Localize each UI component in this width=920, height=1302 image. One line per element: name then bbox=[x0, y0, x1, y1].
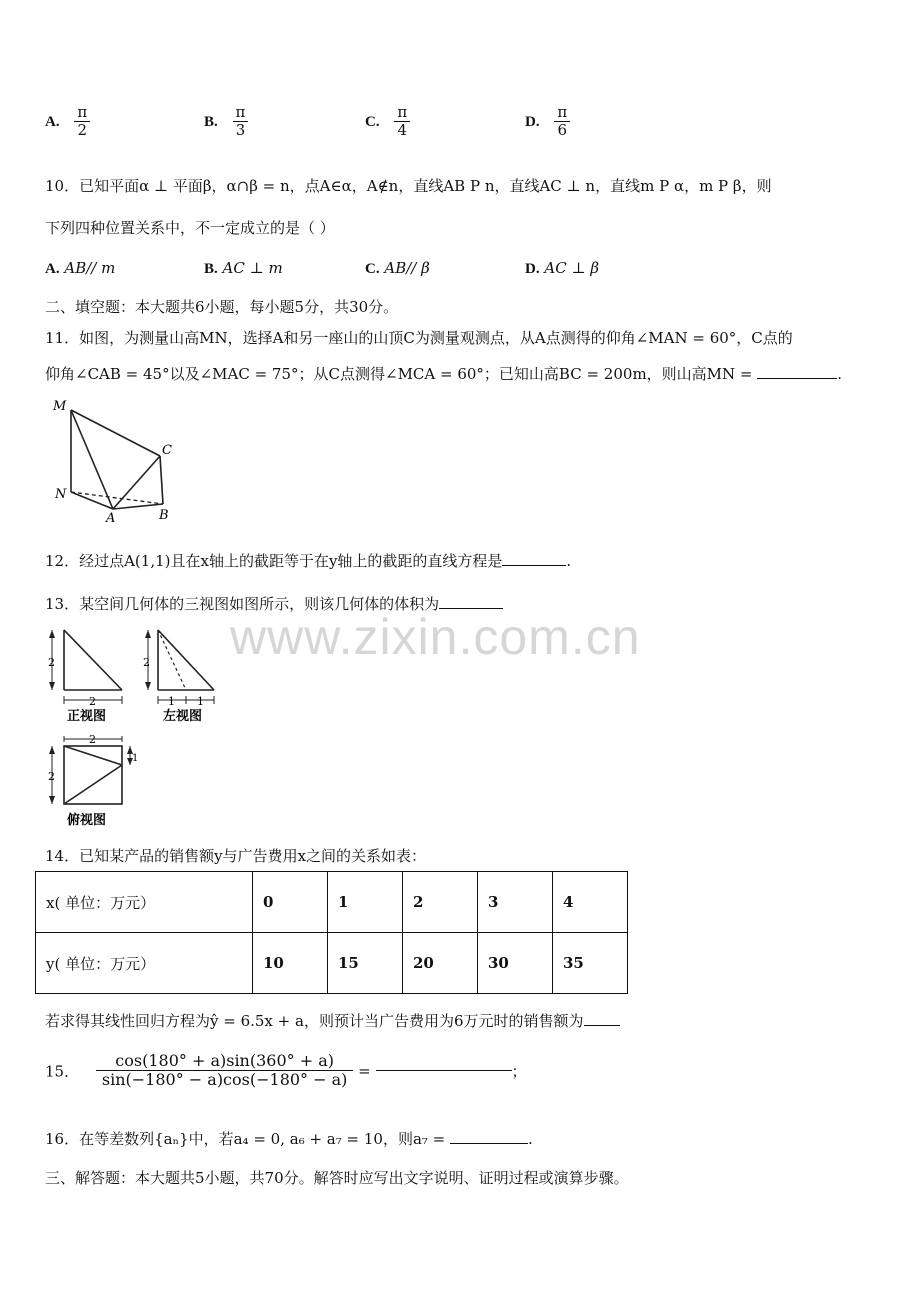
option-text: AC ⊥ m bbox=[222, 259, 283, 277]
q10-option-b[interactable] bbox=[204, 259, 283, 278]
frac-num: π bbox=[554, 104, 570, 122]
q13-text: 13．某空间几何体的三视图如图所示，则该几何体的体积为 bbox=[45, 595, 440, 613]
dim-height: 2 bbox=[143, 656, 150, 669]
q10-option-d[interactable] bbox=[525, 259, 599, 278]
q15 bbox=[45, 1052, 527, 1090]
dim-small: 1 bbox=[132, 753, 139, 764]
frac-den: 3 bbox=[235, 121, 246, 140]
table-cell: 15 bbox=[328, 933, 403, 994]
option-text: AB// m bbox=[64, 259, 116, 277]
table-cell: 0 bbox=[253, 872, 328, 933]
answer-blank[interactable] bbox=[502, 565, 566, 566]
q9-option-a[interactable] bbox=[45, 104, 90, 140]
q15-equals: = bbox=[353, 1061, 376, 1080]
option-label: C. bbox=[365, 261, 380, 277]
q10-line1: 10．已知平面α ⊥ 平面β，α∩β = n，点A∈α，A∉n，直线AB Ρ n，直线AC ⊥ n，直线m Ρ α，m Ρ β，则 bbox=[45, 177, 772, 195]
answer-blank[interactable] bbox=[757, 378, 837, 379]
table-row bbox=[36, 933, 628, 994]
top-view-figure bbox=[42, 728, 142, 828]
label-m: M bbox=[53, 399, 67, 414]
q11-line2 bbox=[45, 363, 842, 384]
dim-depth: 2 bbox=[48, 770, 55, 783]
q15-denominator: sin(−180° − a)cos(−180° − a) bbox=[101, 1070, 348, 1090]
dim-width: 2 bbox=[89, 733, 96, 746]
q11-line2-text: 仰角∠CAB = 45°以及∠MAC = 75°；从C点测得∠MCA = 60°；已知山高BC = 200m，则山高MN = bbox=[45, 365, 753, 383]
label-n: N bbox=[55, 487, 67, 502]
q14-text: 14．已知某产品的销售额y与广告费用x之间的关系如表： bbox=[45, 847, 427, 865]
option-label: D. bbox=[525, 261, 540, 277]
table-cell: 20 bbox=[403, 933, 478, 994]
q10-option-c[interactable] bbox=[365, 259, 430, 278]
answer-blank[interactable] bbox=[439, 608, 503, 609]
q12-end: . bbox=[566, 552, 572, 570]
q16 bbox=[45, 1128, 533, 1149]
table-cell: 3 bbox=[478, 872, 553, 933]
q11-line1: 11．如图，为测量山高MN，选择A和另一座山的山顶C为测量观测点，从A点测得的仰角∠MAN = 60°，C点的 bbox=[45, 329, 793, 347]
option-label: B. bbox=[204, 261, 218, 277]
row-header: y( 单位：万元） bbox=[36, 933, 253, 994]
dim-width: 2 bbox=[89, 695, 96, 708]
option-label: D. bbox=[525, 113, 540, 130]
watermark: www.zixin.com.cn bbox=[230, 609, 641, 665]
label-c: C bbox=[162, 443, 172, 458]
top-view-label: 俯视图 bbox=[67, 813, 107, 828]
q12 bbox=[45, 550, 571, 571]
label-b: B bbox=[159, 508, 169, 523]
option-label: A. bbox=[45, 261, 60, 277]
row-header: x( 单位：万元） bbox=[36, 872, 253, 933]
answer-blank[interactable] bbox=[376, 1070, 512, 1071]
q14-after-text: 若求得其线性回归方程为ŷ = 6.5x + a，则预计当广告费用为6万元时的销售额为 bbox=[45, 1012, 584, 1030]
q10-line2: 下列四种位置关系中，不一定成立的是（ ） bbox=[45, 219, 335, 237]
dim-right: 1 bbox=[197, 695, 204, 708]
answer-blank[interactable] bbox=[450, 1143, 528, 1144]
frac-num: π bbox=[74, 104, 90, 122]
option-text: AB// β bbox=[384, 259, 430, 277]
q11-line2-end: . bbox=[837, 365, 843, 383]
front-view-label: 正视图 bbox=[67, 709, 107, 724]
option-label: A. bbox=[45, 113, 60, 130]
table-row bbox=[36, 872, 628, 933]
q9-option-d[interactable] bbox=[525, 104, 570, 140]
section-3-heading: 三、解答题：本大题共5小题，共70分。解答时应写出文字说明、证明过程或演算步骤。 bbox=[45, 1169, 629, 1187]
table-cell: 35 bbox=[553, 933, 628, 994]
q16-end: . bbox=[528, 1130, 533, 1148]
q15-end: ； bbox=[511, 1062, 527, 1081]
q9-option-b[interactable] bbox=[204, 104, 248, 140]
option-text: AC ⊥ β bbox=[544, 259, 599, 277]
q10-option-a[interactable] bbox=[45, 259, 115, 278]
frac-den: 6 bbox=[557, 121, 568, 140]
front-view-figure bbox=[42, 624, 137, 724]
table-cell: 10 bbox=[253, 933, 328, 994]
frac-den: 4 bbox=[397, 121, 408, 140]
frac-num: π bbox=[233, 104, 249, 122]
table-cell: 1 bbox=[328, 872, 403, 933]
q16-text: 16．在等差数列{aₙ}中，若a₄ = 0, a₆ + a₇ = 10，则a₇ = bbox=[45, 1130, 446, 1148]
option-label: C. bbox=[365, 113, 380, 130]
side-view-figure bbox=[140, 624, 230, 724]
dim-left: 1 bbox=[168, 695, 175, 708]
section-2-heading: 二、填空题：本大题共6小题，每小题5分，共30分。 bbox=[45, 298, 399, 316]
dim-height: 2 bbox=[48, 656, 55, 669]
q12-text: 12．经过点A(1,1)且在x轴上的截距等于在y轴上的截距的直线方程是 bbox=[45, 552, 503, 570]
table-cell: 30 bbox=[478, 933, 553, 994]
q13 bbox=[45, 593, 503, 614]
q14-after bbox=[45, 1010, 620, 1031]
label-a: A bbox=[106, 511, 116, 524]
q15-numerator: cos(180° + a)sin(360° + a) bbox=[96, 1052, 354, 1071]
q15-label: 15． bbox=[45, 1062, 80, 1081]
frac-num: π bbox=[394, 104, 410, 122]
table-cell: 4 bbox=[553, 872, 628, 933]
option-label: B. bbox=[204, 113, 218, 130]
table-cell: 2 bbox=[403, 872, 478, 933]
frac-den: 2 bbox=[77, 121, 88, 140]
q11-figure bbox=[45, 392, 185, 524]
answer-blank[interactable] bbox=[584, 1025, 620, 1026]
q9-option-c[interactable] bbox=[365, 104, 410, 140]
side-view-label: 左视图 bbox=[163, 709, 203, 724]
q14-table bbox=[35, 871, 628, 994]
